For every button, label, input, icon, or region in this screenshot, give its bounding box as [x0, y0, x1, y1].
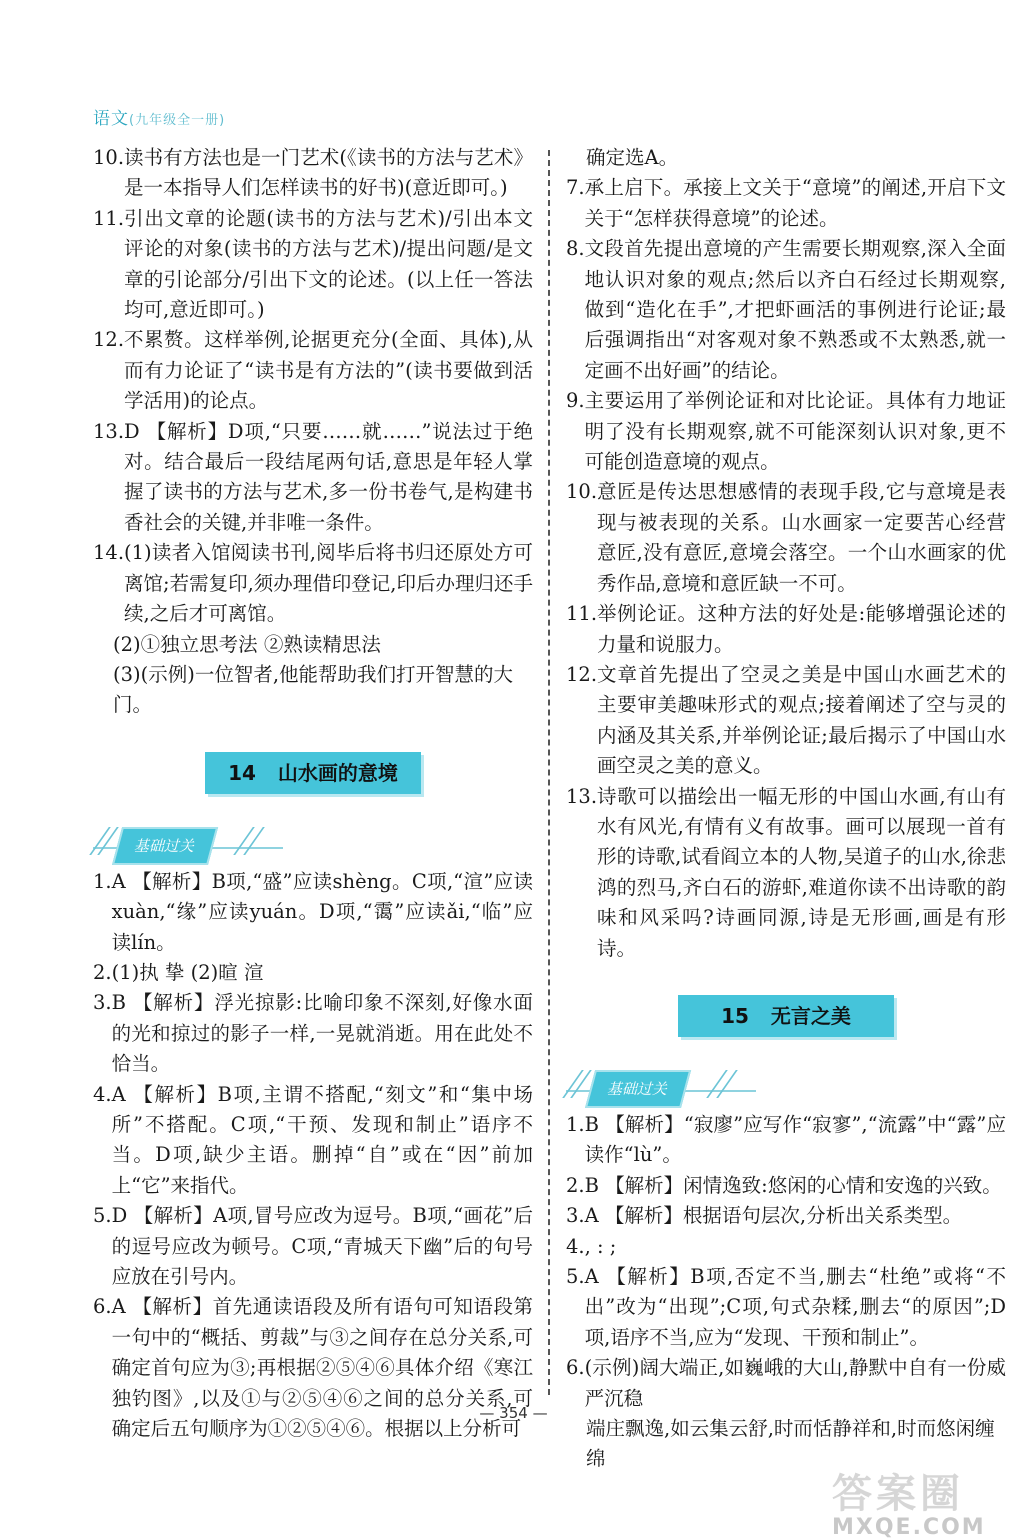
answer-item [566, 599, 1006, 660]
item-text: A 【解析】根据语句层次,分析出关系类型。 [584, 1204, 963, 1228]
answer-item [566, 386, 1006, 477]
answer-item [93, 867, 533, 958]
item-subpart: (3)(示例)一位智者,他能帮助我们打开智慧的大门。 [113, 662, 514, 717]
item-text: B 【解析】闲情逸致:悠闲的心情和安逸的兴致。 [584, 1173, 1002, 1197]
item-text: (示例)阔大端正,如巍峨的大山,静默中自有一份威严沉稳 [584, 1356, 1006, 1410]
item-number: 5. [566, 1265, 585, 1288]
item-number: 8. [566, 237, 585, 261]
item-number: 2. [93, 960, 112, 984]
item-text: B 【解析】浮光掠影:比喻印象不深刻,好像水面的光和掠过的影子一样,一晃就消逝。用在此处不恰当。 [111, 991, 533, 1076]
watermark-logo [832, 1462, 1012, 1540]
page-number: — 354 — [479, 1404, 548, 1422]
answer-item [566, 1232, 1006, 1262]
item-number: 12. [566, 662, 598, 686]
answer-item [93, 143, 533, 204]
item-number: 4. [566, 1234, 585, 1258]
item-text: A 【解析】B项,主谓不搭配,“刻文”和“集中场所”不搭配。C项,“干预、发现和制止”语序不当。D项,缺少主语。删掉“自”或在“因”前加上“它”来指代。 [111, 1082, 533, 1197]
item-number: 12. [93, 328, 125, 352]
item-text: 读书有方法也是一门艺术(《读书的方法与艺术》是一本指导人们怎样读书的好书)(意近即可。) [124, 146, 533, 200]
answer-item [566, 1110, 1006, 1171]
item-text: 不累赘。这样举例,论据更充分(全面、具体),从而有力论证了“读书是有方法的”(读书要做到活学活用)的论点。 [124, 328, 533, 413]
answer-item [566, 782, 1006, 964]
continued-text: 确定选A。 [586, 146, 679, 169]
item-number: 13. [566, 784, 598, 808]
answer-item [93, 988, 533, 1079]
item-number: 9. [566, 389, 585, 413]
right-column [566, 143, 1006, 1475]
watermark-url: MXQE.COM [832, 1515, 986, 1540]
item-number: 6. [93, 1295, 112, 1319]
item-text: , : ; [584, 1234, 617, 1258]
item-number: 7. [566, 176, 585, 200]
section-banner-wrap [566, 976, 1006, 1056]
answer-item [566, 1171, 1006, 1201]
item-text: A 【解析】首先通读语段及所有语句可知语段第一句中的“概括、剪裁”与③之间存在总分关系,可确定首句应为③;再根据②⑤④⑥具体介绍《寒江独钓图》,以及①与②⑤④⑥之间的总分关系,可确定后五句顺序为①②⑤④⑥。根据以上分析可 [111, 1295, 533, 1441]
answer-item [566, 660, 1006, 782]
basic-tag: 基础过关 [112, 827, 218, 865]
item-text: 意匠是传达思想感情的表现手段,它与意境是表现与被表现的关系。山水画家一定要苦心经营意匠,没有意匠,意境会落空。一个山水画家的优秀作品,意境和意匠缺一不可。 [597, 480, 1006, 595]
section-number: 15 [721, 1003, 749, 1028]
answer-item [93, 538, 533, 629]
item-number: 14. [93, 541, 125, 565]
section-banner [205, 752, 421, 794]
item-text: D 【解析】D项,“只要……就……”说法过于绝对。结合最后一段结尾两句话,意思是年轻人掌握了读书的方法与艺术,多一份书卷气,是构建书香社会的关键,并非唯一条件。 [124, 419, 533, 534]
item-text: (1)读者入馆阅读书刊,阅毕后将书归还原处方可离馆;若需复印,须办理借印登记,印后办理归还手续,之后才可离馆。 [124, 541, 533, 626]
item-number: 13. [93, 419, 125, 443]
basic-tag-bar [566, 1064, 1006, 1106]
item-number: 6. [566, 1356, 585, 1380]
item-text: 诗歌可以描绘出一幅无形的中国山水画,有山有水有风光,有情有义有故事。画可以展现一首有形的诗歌,试看阎立本的人物,吴道子的山水,徐悲鸿的烈马,齐白石的游虾,难道你读不出诗歌的韵味和风采吗?诗画同源,诗是无形画,画是有形诗。 [597, 784, 1006, 960]
item-number: 3. [566, 1204, 585, 1228]
left-column [93, 143, 533, 1444]
column-divider [548, 150, 550, 1395]
tag-slash-icon [716, 1070, 738, 1098]
answer-item [566, 477, 1006, 599]
item-number: 2. [566, 1173, 585, 1197]
answer-item [93, 1080, 533, 1202]
section-title: 山水画的意境 [277, 760, 398, 785]
item-number: 4. [93, 1082, 112, 1106]
basic-tag: 基础过关 [585, 1070, 691, 1108]
item-text: 承上启下。承接上文关于“意境”的阐述,开启下文关于“怎样获得意境”的论述。 [584, 176, 1006, 230]
page-header [93, 104, 225, 129]
item-text: 文章首先提出了空灵之美是中国山水画艺术的主要审美趣味形式的观点;接着阐述了空与灵的内涵及其关系,并举例论证;最后揭示了中国山水画空灵之美的意义。 [597, 662, 1006, 778]
answer-item [93, 1201, 533, 1292]
item-text: 引出文章的论题(读书的方法与艺术)/引出本文评论的对象(读书的方法与艺术)/提出问题/是文章的引论部分/引出下文的论述。(以上任一答法均可,意近即可。) [124, 206, 533, 322]
section-title: 无言之美 [770, 1003, 851, 1028]
item-text: B 【解析】“寂廖”应写作“寂寥”,“流露”中“露”应读作“lù”。 [584, 1112, 1006, 1167]
item-number: 10. [566, 480, 598, 504]
item-text: 文段首先提出意境的产生需要长期观察,深入全面地认识对象的观点;然后以齐白石经过长期观察,做到“造化在手”,才把虾画活的事例进行论证;最后强调指出“对客观对象不熟悉或不太熟悉,就一定画不出好画”的结论。 [584, 237, 1006, 382]
item-number: 1. [93, 869, 112, 893]
answer-item [566, 234, 1006, 386]
item-number: 5. [93, 1204, 112, 1228]
item-number: 10. [93, 146, 125, 169]
item-number: 1. [566, 1112, 585, 1136]
section-banner [678, 995, 894, 1037]
section-banner-wrap [93, 733, 533, 813]
answer-item [93, 417, 533, 539]
basic-tag-bar [93, 821, 533, 863]
item-text: 举例论证。这种方法的好处是:能够增强论述的力量和说服力。 [597, 602, 1006, 656]
item-subpart: 端庄飘逸,如云集云舒,时而恬静祥和,时而悠闲缠绵 [586, 1417, 995, 1471]
header-grade: (九年级全一册) [129, 113, 226, 128]
item-text: 主要运用了举例论证和对比论证。具体有力地证明了没有长期观察,就不可能深刻认识对象,更不可能创造意境的观点。 [584, 389, 1006, 474]
item-number: 3. [93, 991, 112, 1015]
header-subject: 语文 [93, 109, 129, 129]
answer-item [93, 325, 533, 416]
answer-item [566, 173, 1006, 234]
item-text: A 【解析】B项,“盛”应读shèng。C项,“渲”应读xuàn,“缘”应读yuán。D项,“霭”应读ǎi,“临”应读lín。 [111, 869, 533, 954]
answer-item [93, 204, 533, 326]
section-number: 14 [228, 760, 256, 785]
watermark-title: 答案圈 [832, 1471, 964, 1517]
answer-item [566, 1262, 1006, 1353]
item-number: 11. [566, 602, 598, 626]
tag-slash-icon [243, 827, 265, 855]
item-number: 11. [93, 206, 125, 230]
item-text: (1)执 挚 (2)暄 渲 [111, 960, 264, 984]
item-text: D 【解析】A项,冒号应改为逗号。B项,“画花”后的逗号应改为顿号。C项,“青城天下幽”后的句号应放在引号内。 [111, 1204, 533, 1288]
item-subpart: (2)①独立思考法 ②熟读精思法 [113, 632, 381, 656]
item-text: A 【解析】B项,否定不当,删去“杜绝”或将“不出”改为“出现”;C项,句式杂糅,删去“的原因”;D项,语序不当,应为“发现、干预和制止”。 [584, 1265, 1006, 1349]
answer-item [93, 958, 533, 988]
answer-item [566, 1201, 1006, 1231]
